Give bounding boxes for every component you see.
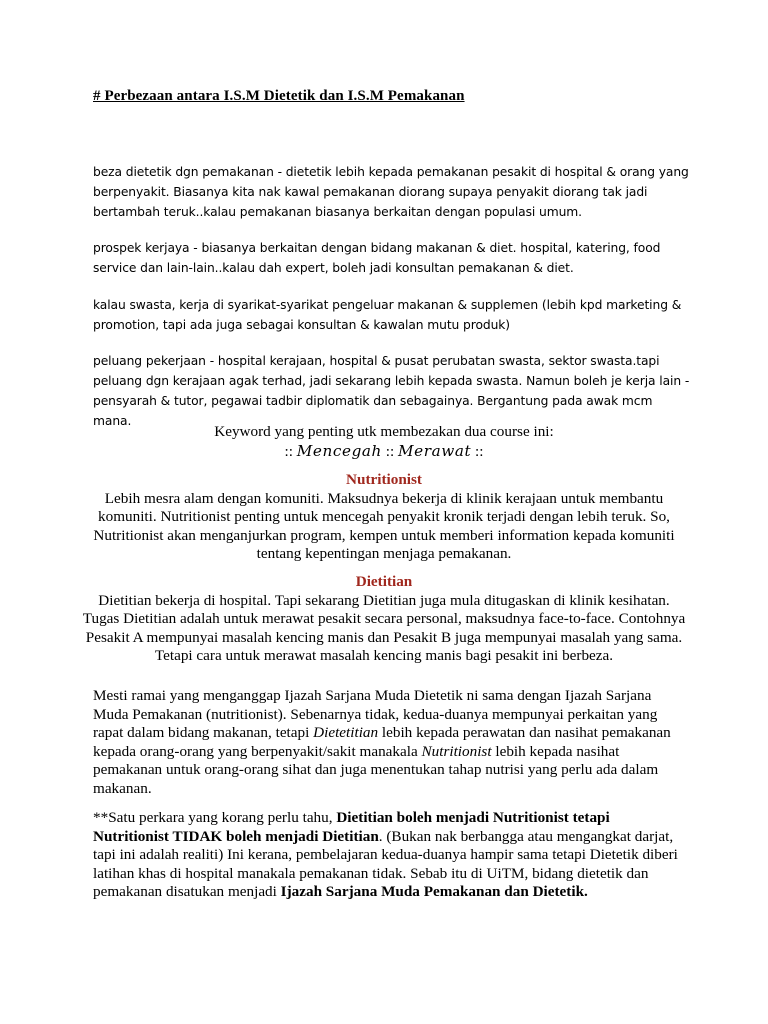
comparison-text: Mesti ramai yang menganggap Ijazah Sarjana Muda Dietetik ni sama dengan Ijazah Sarjana Muda Pemakanan (nutritionist). Sebenarnya tidak, kedua-duanya mempunyai perkaitan yang rapat dalam bidang makanan, tetapi <box>93 687 658 742</box>
note-bold-statement: Dietitian boleh menjadi Nutritionist tetapi Nutritionist TIDAK boleh menjadi Dietitian <box>93 809 610 845</box>
paragraph-difference: beza dietetik dgn pemakanan - dietetik lebih kepada pemakanan pesakit di hospital & orang yang berpenyakit. Biasanya kita nak kawal pemakanan diorang supaya penyakit diorang tak jadi bertambah teruk..kalau pemakanan biasanya berkaitan dengan populasi umum. <box>93 165 689 219</box>
keyword-merawat: Merawat <box>398 441 472 460</box>
comparison-text: lebih kepada nasihat pemakanan untuk orang-orang sihat dan juga menentukan tahap nutrisi yang perlu ada dalam makanan. <box>93 742 659 797</box>
note-text: **Satu perkara yang korang perlu tahu, <box>93 809 337 826</box>
keyword-separator: :: <box>381 442 398 460</box>
nutritionist-heading: Nutritionist <box>346 471 422 488</box>
dietitian-heading: Dietitian <box>355 573 413 590</box>
keyword-mencegah: Mencegah <box>296 441 382 460</box>
keyword-section <box>80 423 688 461</box>
keyword-separator: :: <box>471 442 484 460</box>
paragraph-private-sector: kalau swasta, kerja di syarikat-syarikat pengeluar makanan & supplemen (lebih kpd marketing & promotion, tapi ada juga sebagai konsultan & kawalan mutu produk) <box>93 298 682 332</box>
dietitian-body: Dietitian bekerja di hospital. Tapi sekarang Dietitian juga mula ditugaskan di klinik kesihatan. Tugas Dietitian adalah untuk merawat pesakit secara personal, maksudnya face-to-face. Contohnya Pesakit A mempunyai masalah kencing manis dan Pesakit B juga mempunyai masalah yang sama. Tetapi cara untuk merawat masalah kencing manis bagi pesakit ini berbeza. <box>82 591 686 664</box>
keyword-intro: Keyword yang penting utk membezakan dua course ini: <box>214 423 554 440</box>
paragraph-job-opportunities: peluang pekerjaan - hospital kerajaan, hospital & pusat perubatan swasta, sektor swasta.tapi peluang dgn kerajaan agak terhad, jadi sekarang lebih kepada swasta. Namun boleh je kerja lain - pensyarah & tutor, pegawai tadbir diplomatik dan sebagainya. Bergantung pada awak mcm mana. <box>93 354 690 428</box>
document-title: # Perbezaan antara I.S.M Dietetik dan I.S.M Pemakanan <box>93 88 465 104</box>
comparison-text: lebih kepada perawatan dan nasihat pemakanan kepada orang-orang yang berpenyakit/sakit manakala <box>93 724 671 760</box>
paragraph-career-prospects: prospek kerjaya - biasanya berkaitan dengan bidang makanan & diet. hospital, katering, food service dan lain-lain..kalau dah expert, boleh jadi konsultan pemakanan & diet. <box>93 241 661 275</box>
keyword-separator: :: <box>284 442 297 460</box>
note-text: . (Bukan nak berbangga atau mengangkat darjat, tapi ini adalah realiti) Ini kerana, pembelajaran kedua-duanya hampir sama tetapi Dietetik diberi latihan khas di hospital manakala pemakanan tidak. Sebab itu di UiTM, bidang dietetik dan pemakanan disatukan menjadi <box>93 827 678 901</box>
keyword-line <box>80 442 688 462</box>
dietitian-section <box>80 573 688 666</box>
nutritionist-body: Lebih mesra alam dengan komuniti. Maksudnya bekerja di klinik kerajaan untuk membantu komuniti. Nutritionist penting untuk mencegah penyakit kronik terjadi dengan lebih teruk. So, Nutritionist akan menganjurkan program, kempen untuk memberi information kepada komuniti tentang kepentingan menjaga pemakanan. <box>93 489 675 562</box>
paragraph-comparison <box>93 687 688 799</box>
paragraph-note <box>93 809 688 902</box>
comparison-italic-nutritionist: Nutritionist <box>421 742 492 760</box>
comparison-italic-dietetitian: Dietetitian <box>313 724 379 742</box>
nutritionist-section <box>80 471 688 564</box>
note-bold-degree: Ijazah Sarjana Muda Pemakanan dan Dietetik. <box>280 883 588 901</box>
